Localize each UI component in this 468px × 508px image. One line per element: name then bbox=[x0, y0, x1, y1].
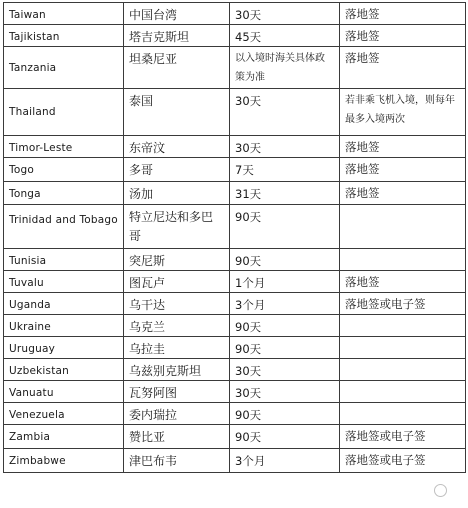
visa-note: 若非乘飞机入境，则每年最多入境两次 bbox=[340, 89, 466, 136]
table-row bbox=[4, 25, 466, 47]
country-cn: 瓦努阿图 bbox=[124, 381, 230, 403]
table-row bbox=[4, 47, 466, 89]
watermark-icon bbox=[434, 484, 447, 497]
table-row bbox=[4, 271, 466, 293]
stay-duration: 以入境时海关具体政策为准 bbox=[230, 47, 340, 89]
watermark bbox=[434, 484, 450, 498]
country-cn: 赞比亚 bbox=[124, 425, 230, 449]
country-cn: 津巴布韦 bbox=[124, 449, 230, 473]
stay-duration: 90天 bbox=[230, 315, 340, 337]
table-row bbox=[4, 249, 466, 271]
table-row bbox=[4, 205, 466, 249]
country-en: Tanzania bbox=[4, 47, 124, 89]
country-en: Tunisia bbox=[4, 249, 124, 271]
visa-note: 落地签 bbox=[340, 47, 466, 89]
visa-note: 落地签 bbox=[340, 3, 466, 25]
country-cn: 塔吉克斯坦 bbox=[124, 25, 230, 47]
table-row bbox=[4, 89, 466, 136]
country-cn: 特立尼达和多巴哥 bbox=[124, 205, 230, 249]
stay-duration: 90天 bbox=[230, 425, 340, 449]
table-row bbox=[4, 315, 466, 337]
table-row bbox=[4, 403, 466, 425]
table-row bbox=[4, 449, 466, 473]
stay-duration: 30天 bbox=[230, 89, 340, 136]
visa-table-document bbox=[3, 2, 465, 473]
country-cn: 泰国 bbox=[124, 89, 230, 136]
country-cn: 图瓦卢 bbox=[124, 271, 230, 293]
country-en: Uzbekistan bbox=[4, 359, 124, 381]
visa-policy-table bbox=[3, 2, 466, 473]
visa-note bbox=[340, 337, 466, 359]
country-cn: 突尼斯 bbox=[124, 249, 230, 271]
country-en: Uruguay bbox=[4, 337, 124, 359]
stay-duration: 90天 bbox=[230, 249, 340, 271]
country-cn: 乌拉圭 bbox=[124, 337, 230, 359]
country-en: Tonga bbox=[4, 182, 124, 205]
visa-note: 落地签 bbox=[340, 271, 466, 293]
visa-note: 落地签 bbox=[340, 158, 466, 182]
country-en: Taiwan bbox=[4, 3, 124, 25]
stay-duration: 45天 bbox=[230, 25, 340, 47]
stay-duration: 31天 bbox=[230, 182, 340, 205]
country-en: Thailand bbox=[4, 89, 124, 136]
country-en: Vanuatu bbox=[4, 381, 124, 403]
table-row bbox=[4, 337, 466, 359]
visa-note: 落地签或电子签 bbox=[340, 449, 466, 473]
country-en: Tajikistan bbox=[4, 25, 124, 47]
stay-duration: 30天 bbox=[230, 359, 340, 381]
country-en: Trinidad and Tobago bbox=[4, 205, 124, 249]
stay-duration: 30天 bbox=[230, 3, 340, 25]
visa-note bbox=[340, 249, 466, 271]
stay-duration: 7天 bbox=[230, 158, 340, 182]
country-en: Togo bbox=[4, 158, 124, 182]
country-cn: 多哥 bbox=[124, 158, 230, 182]
table-row bbox=[4, 3, 466, 25]
visa-note: 落地签 bbox=[340, 136, 466, 158]
visa-note: 落地签或电子签 bbox=[340, 293, 466, 315]
stay-duration: 3个月 bbox=[230, 449, 340, 473]
country-cn: 委内瑞拉 bbox=[124, 403, 230, 425]
country-cn: 中国台湾 bbox=[124, 3, 230, 25]
table-row bbox=[4, 293, 466, 315]
visa-note: 落地签或电子签 bbox=[340, 425, 466, 449]
visa-note bbox=[340, 403, 466, 425]
visa-note bbox=[340, 381, 466, 403]
country-en: Timor-Leste bbox=[4, 136, 124, 158]
table-row bbox=[4, 425, 466, 449]
stay-duration: 30天 bbox=[230, 381, 340, 403]
visa-note bbox=[340, 315, 466, 337]
stay-duration: 90天 bbox=[230, 403, 340, 425]
country-cn: 东帝汶 bbox=[124, 136, 230, 158]
stay-duration: 3个月 bbox=[230, 293, 340, 315]
visa-note bbox=[340, 359, 466, 381]
country-cn: 坦桑尼亚 bbox=[124, 47, 230, 89]
country-en: Ukraine bbox=[4, 315, 124, 337]
visa-note: 落地签 bbox=[340, 182, 466, 205]
stay-duration: 30天 bbox=[230, 136, 340, 158]
table-row bbox=[4, 158, 466, 182]
table-row bbox=[4, 136, 466, 158]
country-en: Zimbabwe bbox=[4, 449, 124, 473]
country-cn: 乌兹别克斯坦 bbox=[124, 359, 230, 381]
country-cn: 汤加 bbox=[124, 182, 230, 205]
stay-duration: 90天 bbox=[230, 337, 340, 359]
country-cn: 乌干达 bbox=[124, 293, 230, 315]
stay-duration: 90天 bbox=[230, 205, 340, 249]
country-en: Tuvalu bbox=[4, 271, 124, 293]
country-en: Zambia bbox=[4, 425, 124, 449]
country-cn: 乌克兰 bbox=[124, 315, 230, 337]
country-en: Venezuela bbox=[4, 403, 124, 425]
stay-duration: 1个月 bbox=[230, 271, 340, 293]
table-row bbox=[4, 182, 466, 205]
table-row bbox=[4, 359, 466, 381]
visa-note bbox=[340, 205, 466, 249]
country-en: Uganda bbox=[4, 293, 124, 315]
visa-note: 落地签 bbox=[340, 25, 466, 47]
table-row bbox=[4, 381, 466, 403]
